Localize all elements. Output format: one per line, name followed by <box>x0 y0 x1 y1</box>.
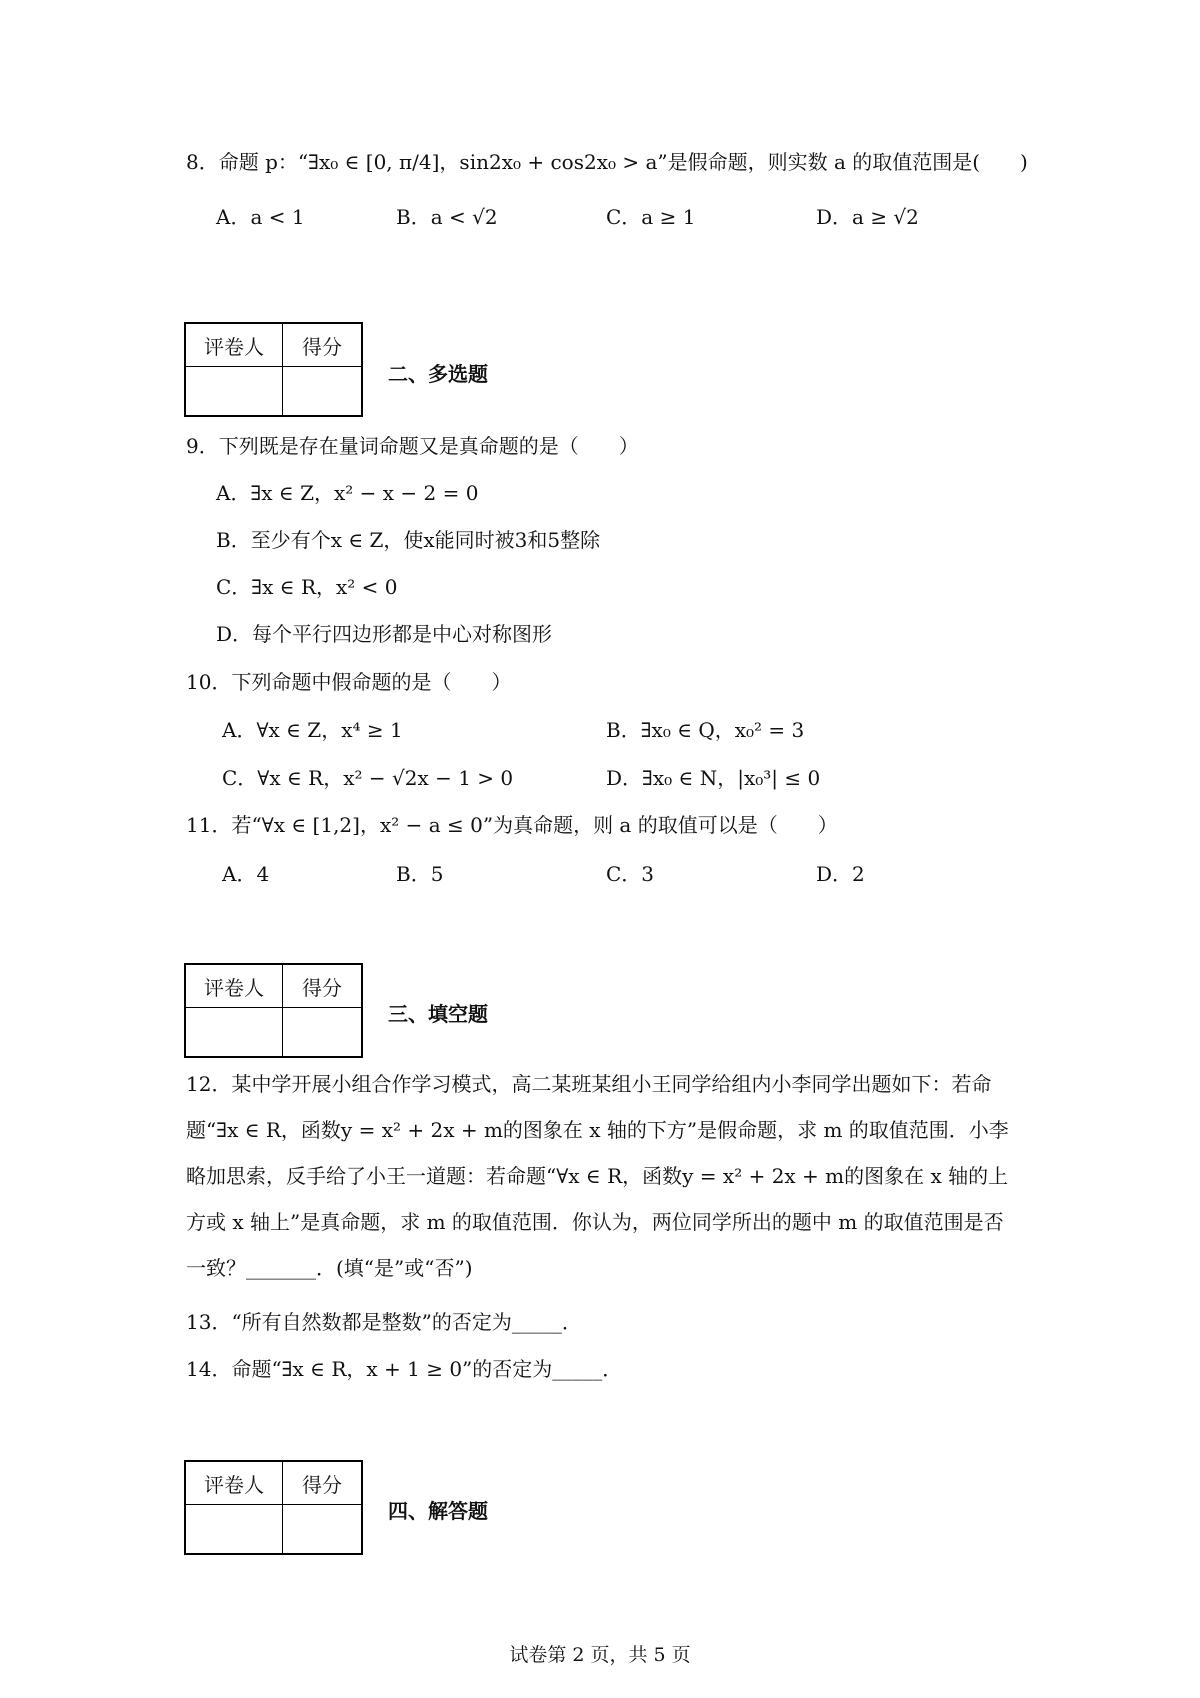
q9-option-a: A．∃x ∈ Z，x² − x − 2 = 0 <box>216 481 479 505</box>
score-label: 得分 <box>283 323 363 367</box>
q11-stem: 11．若“∀x ∈ [1,2]，x² − a ≤ 0”为真命题，则 a 的取值可以是（ ） <box>186 813 838 837</box>
q11-option-c: C．3 <box>606 862 655 886</box>
section-title-problem-solving: 四、解答题 <box>388 1499 488 1523</box>
q10-option-a: A．∀x ∈ Z，x⁴ ≥ 1 <box>222 718 403 742</box>
q8-option-d: D．a ≥ √2 <box>816 205 919 229</box>
score-cell <box>283 367 363 417</box>
q13-stem: 13．“所有自然数都是整数”的否定为_____． <box>186 1310 582 1334</box>
section-title-multiple-choice: 二、多选题 <box>388 362 488 386</box>
q12-line-1: 12．某中学开展小组合作学习模式，高二某班某组小王同学给组内小李同学出题如下：若命 <box>186 1072 992 1096</box>
q8-stem: 8．命题 p：“∃x₀ ∈ [0, π/4]，sin2x₀ + cos2x₀ > a”是假命题，则实数 a 的取值范围是( ) <box>186 150 1028 174</box>
q11-option-b: B．5 <box>396 862 444 886</box>
q8-option-b: B．a < √2 <box>396 205 498 229</box>
score-cell <box>283 1008 363 1058</box>
reviewer-label: 评卷人 <box>185 964 283 1008</box>
reviewer-label: 评卷人 <box>185 1461 283 1505</box>
score-label: 得分 <box>283 1461 363 1505</box>
section-title-fill-in-blank: 三、填空题 <box>388 1002 488 1026</box>
q8-option-a: A．a < 1 <box>216 205 305 229</box>
q11-option-a: A．4 <box>222 862 270 886</box>
q9-option-d: D．每个平行四边形都是中心对称图形 <box>216 622 553 646</box>
q12-paragraph <box>186 1061 1028 1291</box>
reviewer-cell <box>185 367 283 417</box>
reviewer-cell <box>185 1008 283 1058</box>
score-cell <box>283 1505 363 1555</box>
q14-stem: 14．命题“∃x ∈ R，x + 1 ≥ 0”的否定为_____． <box>186 1357 623 1381</box>
q9-stem: 9．下列既是存在量词命题又是真命题的是（ ） <box>186 434 639 458</box>
grader-table-section4 <box>184 1460 363 1555</box>
q10-option-d: D．∃x₀ ∈ N，|x₀³| ≤ 0 <box>606 766 821 790</box>
grader-table-section2 <box>184 322 363 417</box>
q10-stem: 10．下列命题中假命题的是（ ） <box>186 670 512 694</box>
q12-line-5: 一致？_______．(填“是”或“否”) <box>186 1256 473 1280</box>
q12-line-3: 略加思索，反手给了小王一道题：若命题“∀x ∈ R，函数y = x² + 2x + m的图象在 x 轴的上 <box>186 1164 1009 1188</box>
q10-option-c: C．∀x ∈ R，x² − √2x − 1 > 0 <box>222 766 514 790</box>
q9-option-c: C．∃x ∈ R，x² < 0 <box>216 575 398 599</box>
grader-table-section3 <box>184 963 363 1058</box>
q12-line-4: 方或 x 轴上”是真命题，求 m 的取值范围．你认为，两位同学所出的题中 m 的取值范围是否 <box>186 1210 1004 1234</box>
q12-line-2: 题“∃x ∈ R，函数y = x² + 2x + m的图象在 x 轴的下方”是假命题，求 m 的取值范围．小李 <box>186 1118 1009 1142</box>
score-label: 得分 <box>283 964 363 1008</box>
q11-option-d: D．2 <box>816 862 865 886</box>
reviewer-label: 评卷人 <box>185 323 283 367</box>
page-footer: 试卷第 2 页，共 5 页 <box>509 1644 691 1666</box>
q9-option-b: B．至少有个x ∈ Z，使x能同时被3和5整除 <box>216 528 601 552</box>
q8-option-c: C．a ≥ 1 <box>606 205 696 229</box>
q10-option-b: B．∃x₀ ∈ Q，x₀² = 3 <box>606 718 805 742</box>
reviewer-cell <box>185 1505 283 1555</box>
